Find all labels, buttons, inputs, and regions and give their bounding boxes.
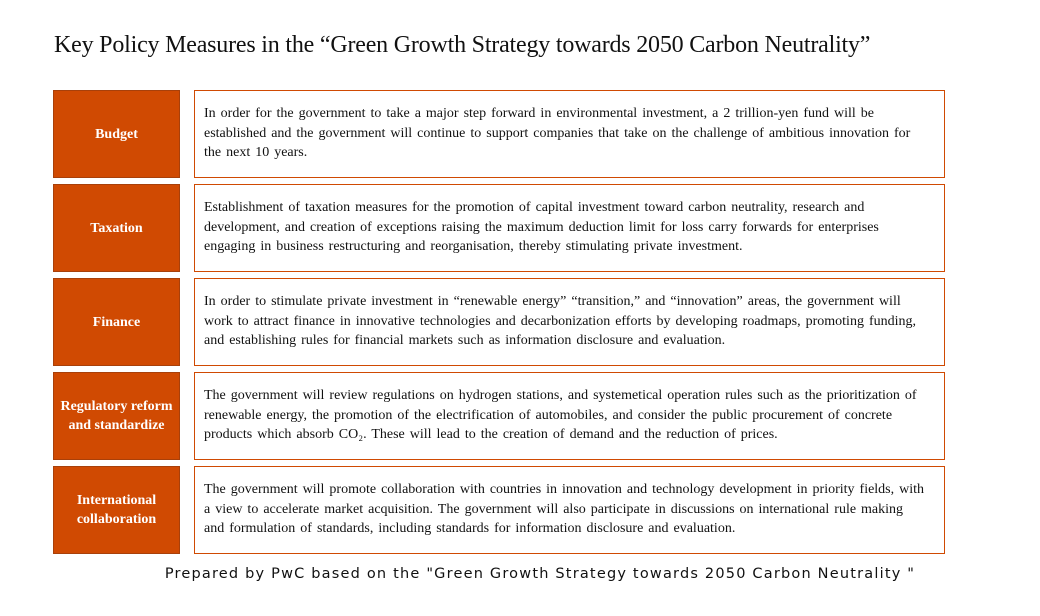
page-title: Key Policy Measures in the “Green Growth Strategy towards 2050 Carbon Neutrality” [54, 32, 871, 58]
policy-label: Finance [53, 278, 180, 366]
policy-description: Establishment of taxation measures for the promotion of capital investment toward carbon neutrality, research and development, and creation of exceptions raising the maximum deduction limit for loss carry forwards for enterprises engaging in business restructuring and reorganisation, thereby stimulating private investment. [194, 184, 945, 272]
policy-row-budget [53, 90, 945, 178]
policy-label: Regulatory reform and standardize [53, 372, 180, 460]
policy-description: The government will promote collaboration with countries in innovation and technology development in priority fields, with a view to accelerate market acquisition. The government will also participate in discussions on international rule making and formulation of standards, including standards for information disclosure and evaluation. [194, 466, 945, 554]
policy-description: In order for the government to take a major step forward in environmental investment, a 2 trillion-yen fund will be established and the government will continue to support companies that take on the challenge of ambitious innovation for the next 10 years. [194, 90, 945, 178]
policy-row-taxation [53, 184, 945, 272]
policy-row-finance [53, 278, 945, 366]
policy-label: Taxation [53, 184, 180, 272]
policy-row-regulatory-reform [53, 372, 945, 460]
policy-label: Budget [53, 90, 180, 178]
policy-description: The government will review regulations on hydrogen stations, and systemetical operation rules such as the prioritization of renewable energy, the promotion of the electrification of automobiles, and consider the public procurement of concrete products which absorb CO₂. These will lead to the creation of demand and the reduction of prices. [194, 372, 945, 460]
policy-label: International collaboration [53, 466, 180, 554]
policy-row-international-collaboration [53, 466, 945, 554]
policy-description: In order to stimulate private investment in “renewable energy” “transition,” and “innovation” areas, the government will work to attract finance in innovative technologies and decarbonization efforts by developing roadmaps, promoting funding, and establishing rules for financial markets such as information disclosure and evaluation. [194, 278, 945, 366]
source-note: Prepared by PwC based on the "Green Growth Strategy towards 2050 Carbon Neutrality " [164, 566, 916, 582]
policy-measures-list [53, 90, 945, 554]
